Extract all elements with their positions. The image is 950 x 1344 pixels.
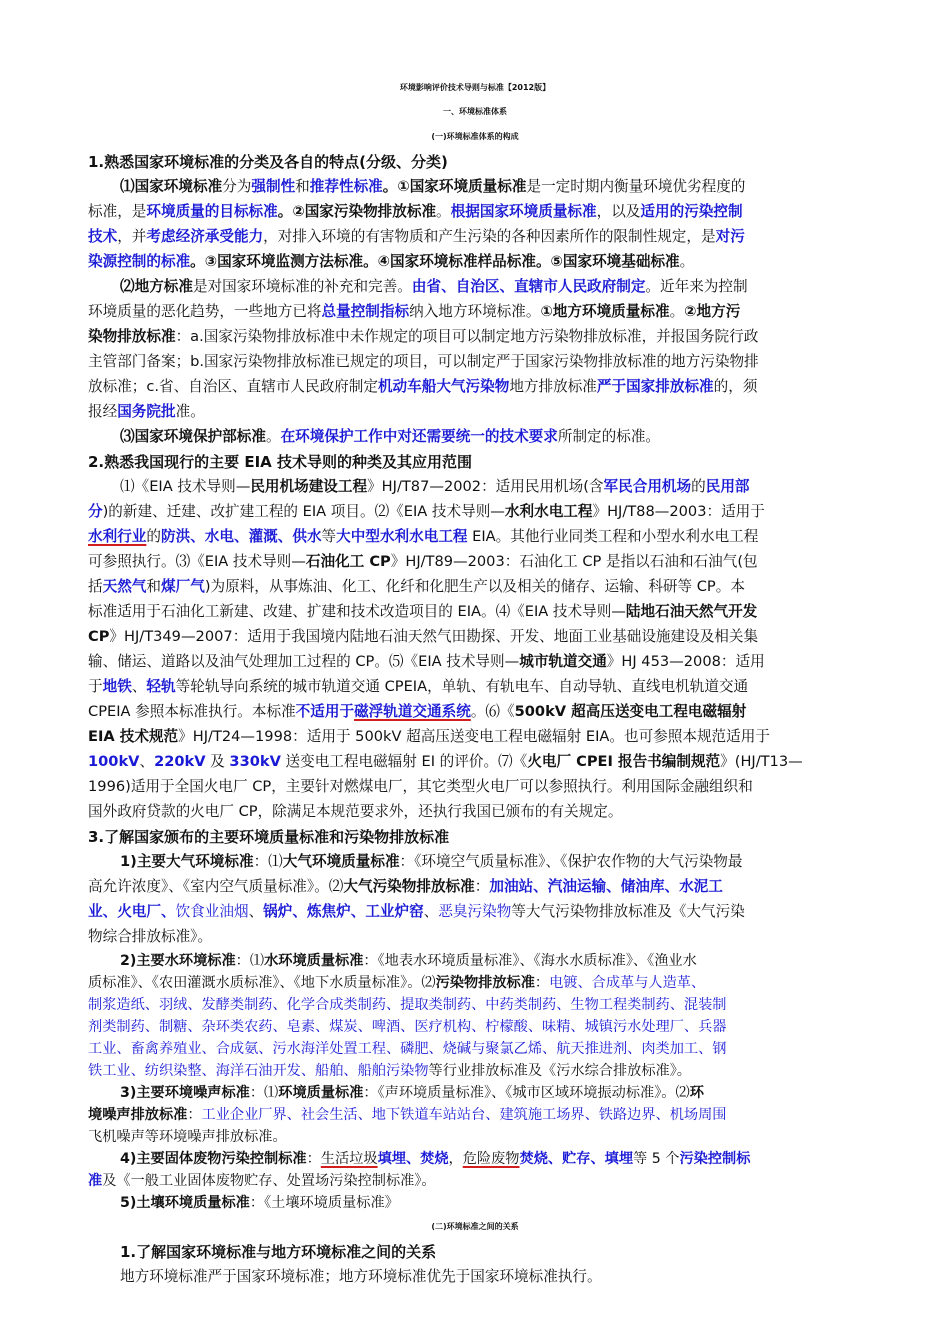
paragraph-line: [120, 1149, 750, 1170]
paragraph-line: [88, 725, 770, 749]
text-run: 准。: [175, 403, 205, 420]
text-run: 陆地石油天然气开发: [625, 603, 758, 620]
text-run: 民用部: [705, 478, 750, 495]
paragraph-line: [88, 375, 757, 399]
text-run: 。: [669, 303, 685, 320]
paragraph-line: [88, 675, 748, 699]
text-run: 境噪声排放标准: [88, 1107, 188, 1123]
text-run: 适用的污染控制: [640, 203, 743, 220]
text-run: ：: [306, 1151, 321, 1167]
text-run: 环境质量的目标标准: [146, 203, 278, 220]
paragraph-line: [88, 750, 803, 774]
text-run: 主管部门备案；b.国家污染物排放标准已规定的项目，可以制定严于国家污染物排放标准的地方污染物排: [88, 353, 759, 370]
text-run: 括: [88, 578, 103, 595]
paragraph-line: [120, 951, 697, 972]
text-run: 》HJ/T24—1998：适用于 500kV 超高压送变电工程电磁辐射 EIA。也可参照本规范适用于: [178, 728, 770, 745]
paragraph-line: 地方环境标准严于国家环境标准；地方环境标准优先于国家环境标准执行。: [120, 1268, 602, 1285]
text-run: CPEIA 参照本标准执行。本标准: [88, 703, 296, 720]
paragraph-line: [88, 225, 745, 249]
text-run: 的: [691, 478, 706, 495]
text-run: ：a.国家污染物排放标准中未作规定的项目可以制定地方污染物排放标准，并报国务院行政: [175, 328, 759, 345]
text-run: 》HJ/T88—2003：适用于: [592, 503, 765, 520]
text-run: ⑵地方标准: [120, 278, 193, 295]
text-run: 》HJ/T89—2003：石油化工 CP 是指以石油和石油气(包: [390, 553, 758, 570]
text-run: ⑴国家环境标准: [120, 178, 223, 195]
text-run: 和: [295, 178, 310, 195]
text-run: 于: [88, 678, 103, 695]
paragraph-line: [88, 625, 758, 649]
text-run: 恶臭污染物: [438, 903, 512, 920]
text-run: 焚烧、贮存、填埋: [519, 1151, 634, 1167]
paragraph-line: [88, 875, 723, 899]
text-run: 危险废物: [462, 1151, 520, 1167]
text-run: 220kV: [154, 753, 206, 770]
text-run: 物综合排放标准》。: [88, 928, 213, 945]
text-run: 。⑤国家环境基础标准: [535, 253, 680, 270]
paragraph-line: [88, 200, 743, 224]
text-run: 环境质量标准: [278, 1085, 364, 1101]
text-run: 城市轨道交通: [519, 653, 607, 670]
paragraph-line: [120, 175, 745, 199]
text-run: 的: [146, 528, 161, 545]
paragraph-line: [88, 325, 758, 349]
text-run: 及: [205, 753, 230, 770]
text-run: 染源控制的标准: [88, 253, 191, 270]
paragraph-line: [120, 1083, 704, 1104]
text-run: 在环境保护工作中对还需要统一的技术要求: [280, 428, 558, 445]
paragraph-line: [88, 1105, 726, 1126]
text-run: )的新建、迁建、改扩建工程的 EIA 项目。⑵《EIA 技术导则—: [102, 503, 505, 520]
text-run: ②地方污: [684, 303, 741, 320]
text-run: 对污: [715, 228, 745, 245]
paragraph-line: [88, 300, 740, 324]
text-run: 国外政府贷款的火电厂 CP，除满足本规范要求外，还执行我国已颁布的有关规定。: [88, 803, 623, 820]
paragraph-line: [88, 1039, 726, 1060]
text-run: ：《环境空气质量标准》、《保护农作物的大气污染物最: [399, 853, 743, 870]
text-run: ：《地表水环境质量标准》、《海水水质标准》、《渔业水: [363, 953, 697, 969]
paragraph-line: [88, 900, 745, 924]
paragraph-line: [120, 425, 660, 449]
text-run: 防洪、水电、灌溉、供水: [161, 528, 322, 545]
text-run: ⑴《EIA 技术导则—: [120, 478, 251, 495]
paragraph-line: [88, 775, 753, 799]
section-heading-2: (二)环境标准之间的关系: [431, 1222, 519, 1231]
text-run: 。③国家环境监测方法标准: [190, 253, 364, 270]
paragraph-line: [88, 700, 746, 724]
text-run: 电镀、合成革与人造革、: [549, 975, 706, 991]
text-run: 天然气: [102, 578, 147, 595]
text-run: 火电厂 CPEI 报告书编制规范: [527, 753, 721, 770]
text-run: 轻轨: [146, 678, 176, 695]
text-run: 放标准；c.省、自治区、直辖市人民政府制定: [88, 378, 378, 395]
paragraph-line: [88, 1171, 436, 1192]
text-run: 》HJ/T87—2002：适用民用机场(含: [367, 478, 604, 495]
paragraph-line: [88, 1127, 287, 1148]
text-run: 国务院批: [117, 403, 176, 420]
text-run: 3)主要环境噪声标准: [120, 1085, 250, 1101]
paragraph-line: [88, 1061, 691, 1082]
text-run: 大中型水利水电工程: [336, 528, 468, 545]
text-run: )为原料，从事炼油、化工、化纤和化肥生产以及相关的储存、运输、科研等 CP。本: [204, 578, 745, 595]
paragraph-line: [88, 525, 758, 549]
text-run: 及《一般工业固体废物贮存、处置场污染控制标准》。: [102, 1173, 436, 1189]
text-run: 100kV: [88, 753, 140, 770]
paragraph-line: [88, 600, 757, 624]
paragraph-line: [88, 500, 765, 524]
text-run: 严于国家排放标准: [596, 378, 714, 395]
paragraph-line: [120, 475, 750, 499]
text-run: 生活垃圾: [320, 1151, 378, 1167]
subheading-2: 2.熟悉我国现行的主要 EIA 技术导则的种类及其应用范围: [88, 453, 473, 471]
text-run: ，: [448, 1151, 463, 1167]
document-title: 环境影响评价技术导则与标准【2012版】: [399, 83, 551, 92]
text-run: 330kV: [229, 753, 281, 770]
text-run: 质标准》、《农田灌溉水质标准》、《地下水质量标准》。⑵: [88, 975, 436, 991]
paragraph-line: [88, 995, 726, 1016]
text-run: 业、火电厂、: [88, 903, 176, 920]
paragraph-line: [88, 550, 758, 574]
text-run: 污染物排放标准: [435, 975, 535, 991]
text-run: ⑶国家环境保护部标准: [120, 428, 266, 445]
text-run: 剂类制药、制糖、杂环类农药、皂素、煤炭、啤酒、医疗机构、柠檬酸、味精、城镇污水处理厂、兵器: [88, 1019, 727, 1035]
text-run: 民用机场建设工程: [250, 478, 368, 495]
text-run: 报经: [88, 403, 118, 420]
text-run: ，以及: [596, 203, 641, 220]
text-run: 地铁: [102, 678, 132, 695]
text-run: 大气污染物排放标准: [343, 878, 475, 895]
text-run: 1996)适用于全国火电厂 CP，主要针对燃煤电厂，其它类型火电厂可以参照执行。利用国际金融组织和: [88, 778, 753, 795]
text-run: ，对排入环境的有害物质和产生污染的各种因素所作的限制性规定，是: [263, 228, 716, 245]
text-run: 飞机噪声等环境噪声排放标准。: [88, 1129, 287, 1145]
text-run: 磁浮轨道交通系统: [354, 703, 471, 720]
text-run: 机动车船大气污染物: [377, 378, 510, 395]
paragraph-line: [88, 350, 759, 374]
text-run: 由省、自治区、直辖市人民政府制定: [411, 278, 646, 295]
text-run: 、: [248, 903, 264, 920]
text-run: 、: [139, 753, 155, 770]
text-run: 2)主要水环境标准: [120, 953, 236, 969]
text-run: 标准，是: [88, 203, 147, 220]
text-run: 总量控制指标: [321, 303, 410, 320]
text-run: 5)土壤环境质量标准: [120, 1195, 250, 1211]
text-run: 分为: [222, 178, 252, 195]
text-run: 。①国家环境质量标准: [382, 178, 527, 195]
text-run: 考虑经济承受能力: [146, 228, 264, 245]
text-run: 不适用于: [295, 703, 355, 720]
paragraph-line: [120, 275, 748, 299]
text-run: 。⑹《: [470, 703, 515, 720]
text-run: 》HJ/T349—2007：适用于我国境内陆地石油天然气田勘探、开发、地面工业基础设施建设及相关集: [109, 628, 759, 645]
paragraph-line: [88, 250, 694, 274]
text-run: ：: [187, 1107, 202, 1123]
text-run: ①地方环境质量标准: [540, 303, 670, 320]
text-run: 制浆造纸、羽绒、发酵类制药、化学合成类制药、提取类制药、中药类制药、生物工程类制药、混装制: [88, 997, 727, 1013]
text-run: 》HJ 453—2008：适用: [606, 653, 765, 670]
paragraph-line: [120, 850, 743, 874]
text-run: 送变电工程电磁辐射 EI 的评价。⑺《: [280, 753, 528, 770]
text-run: 。④国家环境标准样品标准: [363, 253, 536, 270]
paragraph-line: [88, 800, 622, 824]
text-run: 500kV 超高压送变电工程电磁辐射: [514, 703, 747, 720]
text-run: 煤厂气: [161, 578, 205, 595]
text-run: 锅炉、炼焦炉、工业炉窑: [263, 903, 424, 920]
text-run: EIA 技术规范: [88, 728, 179, 745]
text-run: 加油站、汽油运输、储油库、水泥工: [489, 878, 723, 895]
text-run: 准: [88, 1173, 103, 1189]
text-run: ：⑴: [235, 953, 265, 969]
text-run: 和: [146, 578, 162, 595]
paragraph-line: [88, 1017, 726, 1038]
text-run: 饮食业油烟: [175, 903, 249, 920]
subheading-1: 1.熟悉国家环境标准的分类及各自的特点(分级、分类): [88, 153, 448, 171]
text-run: ：《土壤环境质量标准》: [249, 1195, 399, 1211]
text-run: 强制性: [251, 178, 296, 195]
text-run: 石油化工 CP: [305, 553, 391, 570]
text-run: 环: [689, 1085, 704, 1101]
paragraph-line: [88, 925, 212, 949]
text-run: 军民合用机场: [603, 478, 692, 495]
paragraph-line: [88, 575, 745, 599]
text-run: 填埋、焚烧: [377, 1151, 449, 1167]
subheading-3: 3.了解国家颁布的主要环境质量标准和污染物排放标准: [88, 828, 450, 846]
text-run: 地方排放标准: [509, 378, 597, 395]
text-run: ：⑴: [253, 853, 283, 870]
text-run: 所制定的标准。: [557, 428, 661, 445]
text-run: 可参照执行。⑶《EIA 技术导则—: [88, 553, 306, 570]
text-run: 输、储运、道路以及油气处理加工过程的 CP。⑸《EIA 技术导则—: [88, 653, 520, 670]
chapter-heading: 一、环境标准体系: [443, 107, 507, 116]
text-run: 1)主要大气环境标准: [120, 853, 254, 870]
paragraph-line: [88, 650, 765, 674]
text-run: EIA。其他行业同类工程和小型水利水电工程: [467, 528, 759, 545]
text-run: 等行业排放标准及《污水综合排放标准》。: [428, 1063, 691, 1079]
text-run: ：: [534, 975, 550, 991]
text-run: CP: [88, 628, 110, 645]
text-run: 技术: [88, 228, 118, 245]
text-run: 、: [131, 678, 147, 695]
text-run: ：⑴: [249, 1085, 279, 1101]
text-run: 大气环境质量标准: [282, 853, 400, 870]
paragraph-line: [88, 400, 205, 424]
text-run: 标准适用于石油化工新建、改建、扩建和技术改造项目的 EIA。⑷《EIA 技术导则—: [88, 603, 626, 620]
text-run: 分: [88, 503, 103, 520]
text-run: 、: [423, 903, 439, 920]
text-run: 铁工业、纺织染整、海洋石油开发、船舶、船舶污染物: [88, 1063, 429, 1079]
text-run: 等: [321, 528, 337, 545]
text-run: 水利行业: [88, 528, 147, 545]
text-run: 4)主要固体废物污染控制标准: [120, 1151, 307, 1167]
text-run: ，并: [117, 228, 147, 245]
text-run: ：《声环境质量标准》、《城市区域环境振动标准》。⑵: [363, 1085, 690, 1101]
paragraph-line: [120, 1193, 399, 1214]
text-run: 。②国家污染物排放标准: [277, 203, 437, 220]
text-run: 的，须: [713, 378, 758, 395]
text-run: 等 5 个: [633, 1151, 680, 1167]
text-run: 高允许浓度》、《室内空气质量标准》。⑵: [88, 878, 344, 895]
text-run: ：: [474, 878, 490, 895]
subheading-4: 1.了解国家环境标准与地方环境标准之间的关系: [120, 1243, 437, 1261]
text-run: 水环境质量标准: [264, 953, 364, 969]
text-run: 等大气污染物排放标准及《大气污染: [511, 903, 745, 920]
text-run: 》(HJ/T13—: [720, 753, 803, 770]
paragraph-line: [88, 973, 705, 994]
text-run: 根据国家环境质量标准: [450, 203, 597, 220]
text-run: 是一定时期内衡量环境优劣程度的: [526, 178, 746, 195]
text-run: 。: [436, 203, 451, 220]
text-run: 污染控制标: [679, 1151, 751, 1167]
text-run: 。近年来为控制: [645, 278, 748, 295]
text-run: 。: [265, 428, 281, 445]
text-run: 。: [679, 253, 695, 270]
text-run: 纳入地方环境标准。: [409, 303, 541, 320]
section-heading-1: (一)环境标准体系的构成: [431, 132, 519, 141]
text-run: 环境质量的恶化趋势，一些地方已将: [88, 303, 322, 320]
text-run: 水利水电工程: [504, 503, 593, 520]
text-run: 是对国家环境标准的补充和完善。: [192, 278, 412, 295]
text-run: 工业、畜禽养殖业、合成氨、污水海洋处置工程、磷肥、烧碱与聚氯乙烯、航天推进剂、肉类加工、钢: [88, 1041, 727, 1057]
text-run: 工业企业厂界、社会生活、地下铁道车站站台、建筑施工场界、铁路边界、机场周围: [201, 1107, 727, 1123]
text-run: 推荐性标准: [309, 178, 383, 195]
text-run: 等轮轨导向系统的城市轨道交通 CPEIA，单轨、有轨电车、自动导轨、直线电机轨道交通: [175, 678, 749, 695]
text-run: 染物排放标准: [88, 328, 176, 345]
